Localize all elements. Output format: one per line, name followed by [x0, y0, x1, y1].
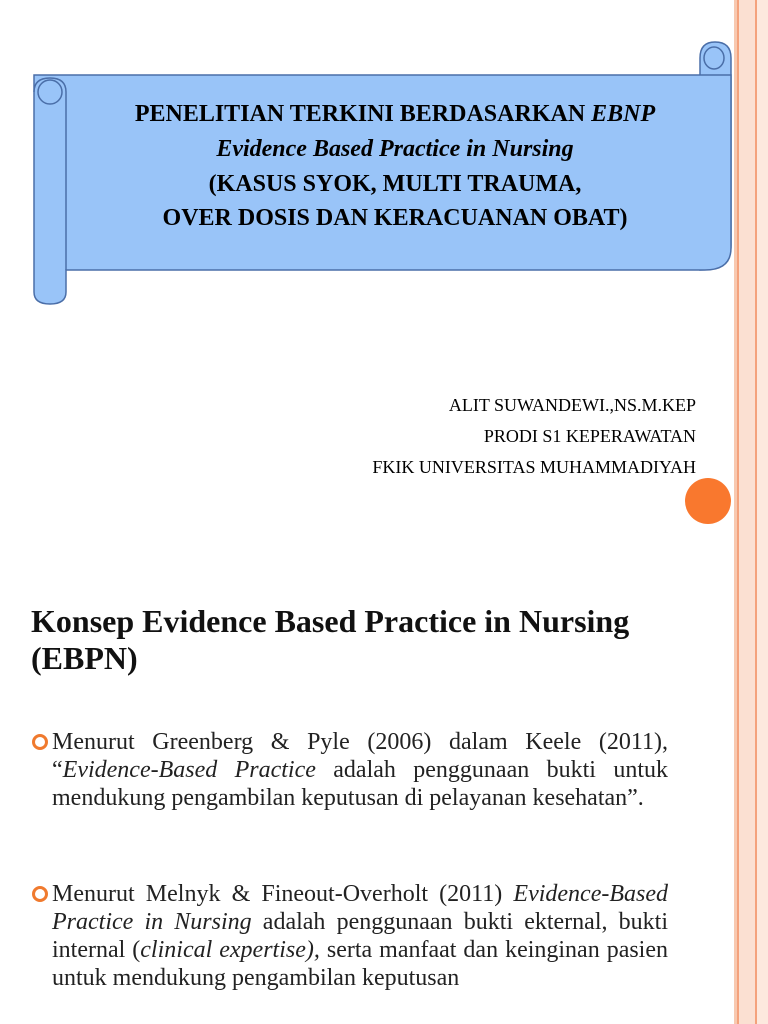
title-line-1-italic: EBNP: [591, 101, 656, 127]
accent-dot: [685, 478, 731, 524]
bullet-italic: Evidence-Based Practice in Nursing: [52, 881, 668, 935]
bullet-italic: clinical expertise),: [140, 937, 320, 963]
bullet-text: adalah penggunaan bukti ekternal, bukti internal (: [52, 909, 668, 963]
bullet-item: [52, 728, 668, 812]
title-banner: [70, 97, 720, 235]
title-line-3: (KASUS SYOK, MULTI TRAUMA,: [208, 171, 582, 197]
author-institution: FKIK UNIVERSITAS MUHAMMADIYAH: [372, 457, 696, 477]
title-line-4: OVER DOSIS DAN KERACUANAN OBAT): [162, 205, 628, 231]
title-line-2: Evidence Based Practice in Nursing: [216, 136, 574, 162]
author-block: [372, 390, 696, 483]
scroll-roll-right: [704, 47, 724, 69]
author-name: ALIT SUWANDEWI.,NS.M.KEP: [448, 395, 696, 415]
scroll-roll-left: [38, 80, 62, 104]
title-line-1: [70, 97, 720, 132]
bullet-text: Menurut Greenberg & Pyle (2006) dalam Keele (2011), “: [52, 729, 668, 783]
author-program: PRODI S1 KEPERAWATAN: [483, 426, 696, 446]
title-line-1-plain: PENELITIAN TERKINI BERDASARKAN: [134, 101, 592, 127]
bullet-italic: Evidence-Based Practice: [62, 757, 316, 783]
bullet-text: Menurut Melnyk & Fineout-Overholt (2011): [52, 881, 514, 907]
bullet-text: adalah penggunaan bukti untuk mendukung pengambilan keputusan di pelayanan kesehatan”.: [52, 757, 668, 811]
bullet-circle-icon: [32, 734, 48, 750]
bullet-item: [52, 880, 668, 992]
section-heading: Konsep Evidence Based Practice in Nursing (EBPN): [31, 603, 630, 676]
bullet-text: serta manfaat dan keinginan pasien untuk mendukung pengambilan keputusan: [52, 937, 669, 991]
bullet-circle-icon: [32, 886, 48, 902]
